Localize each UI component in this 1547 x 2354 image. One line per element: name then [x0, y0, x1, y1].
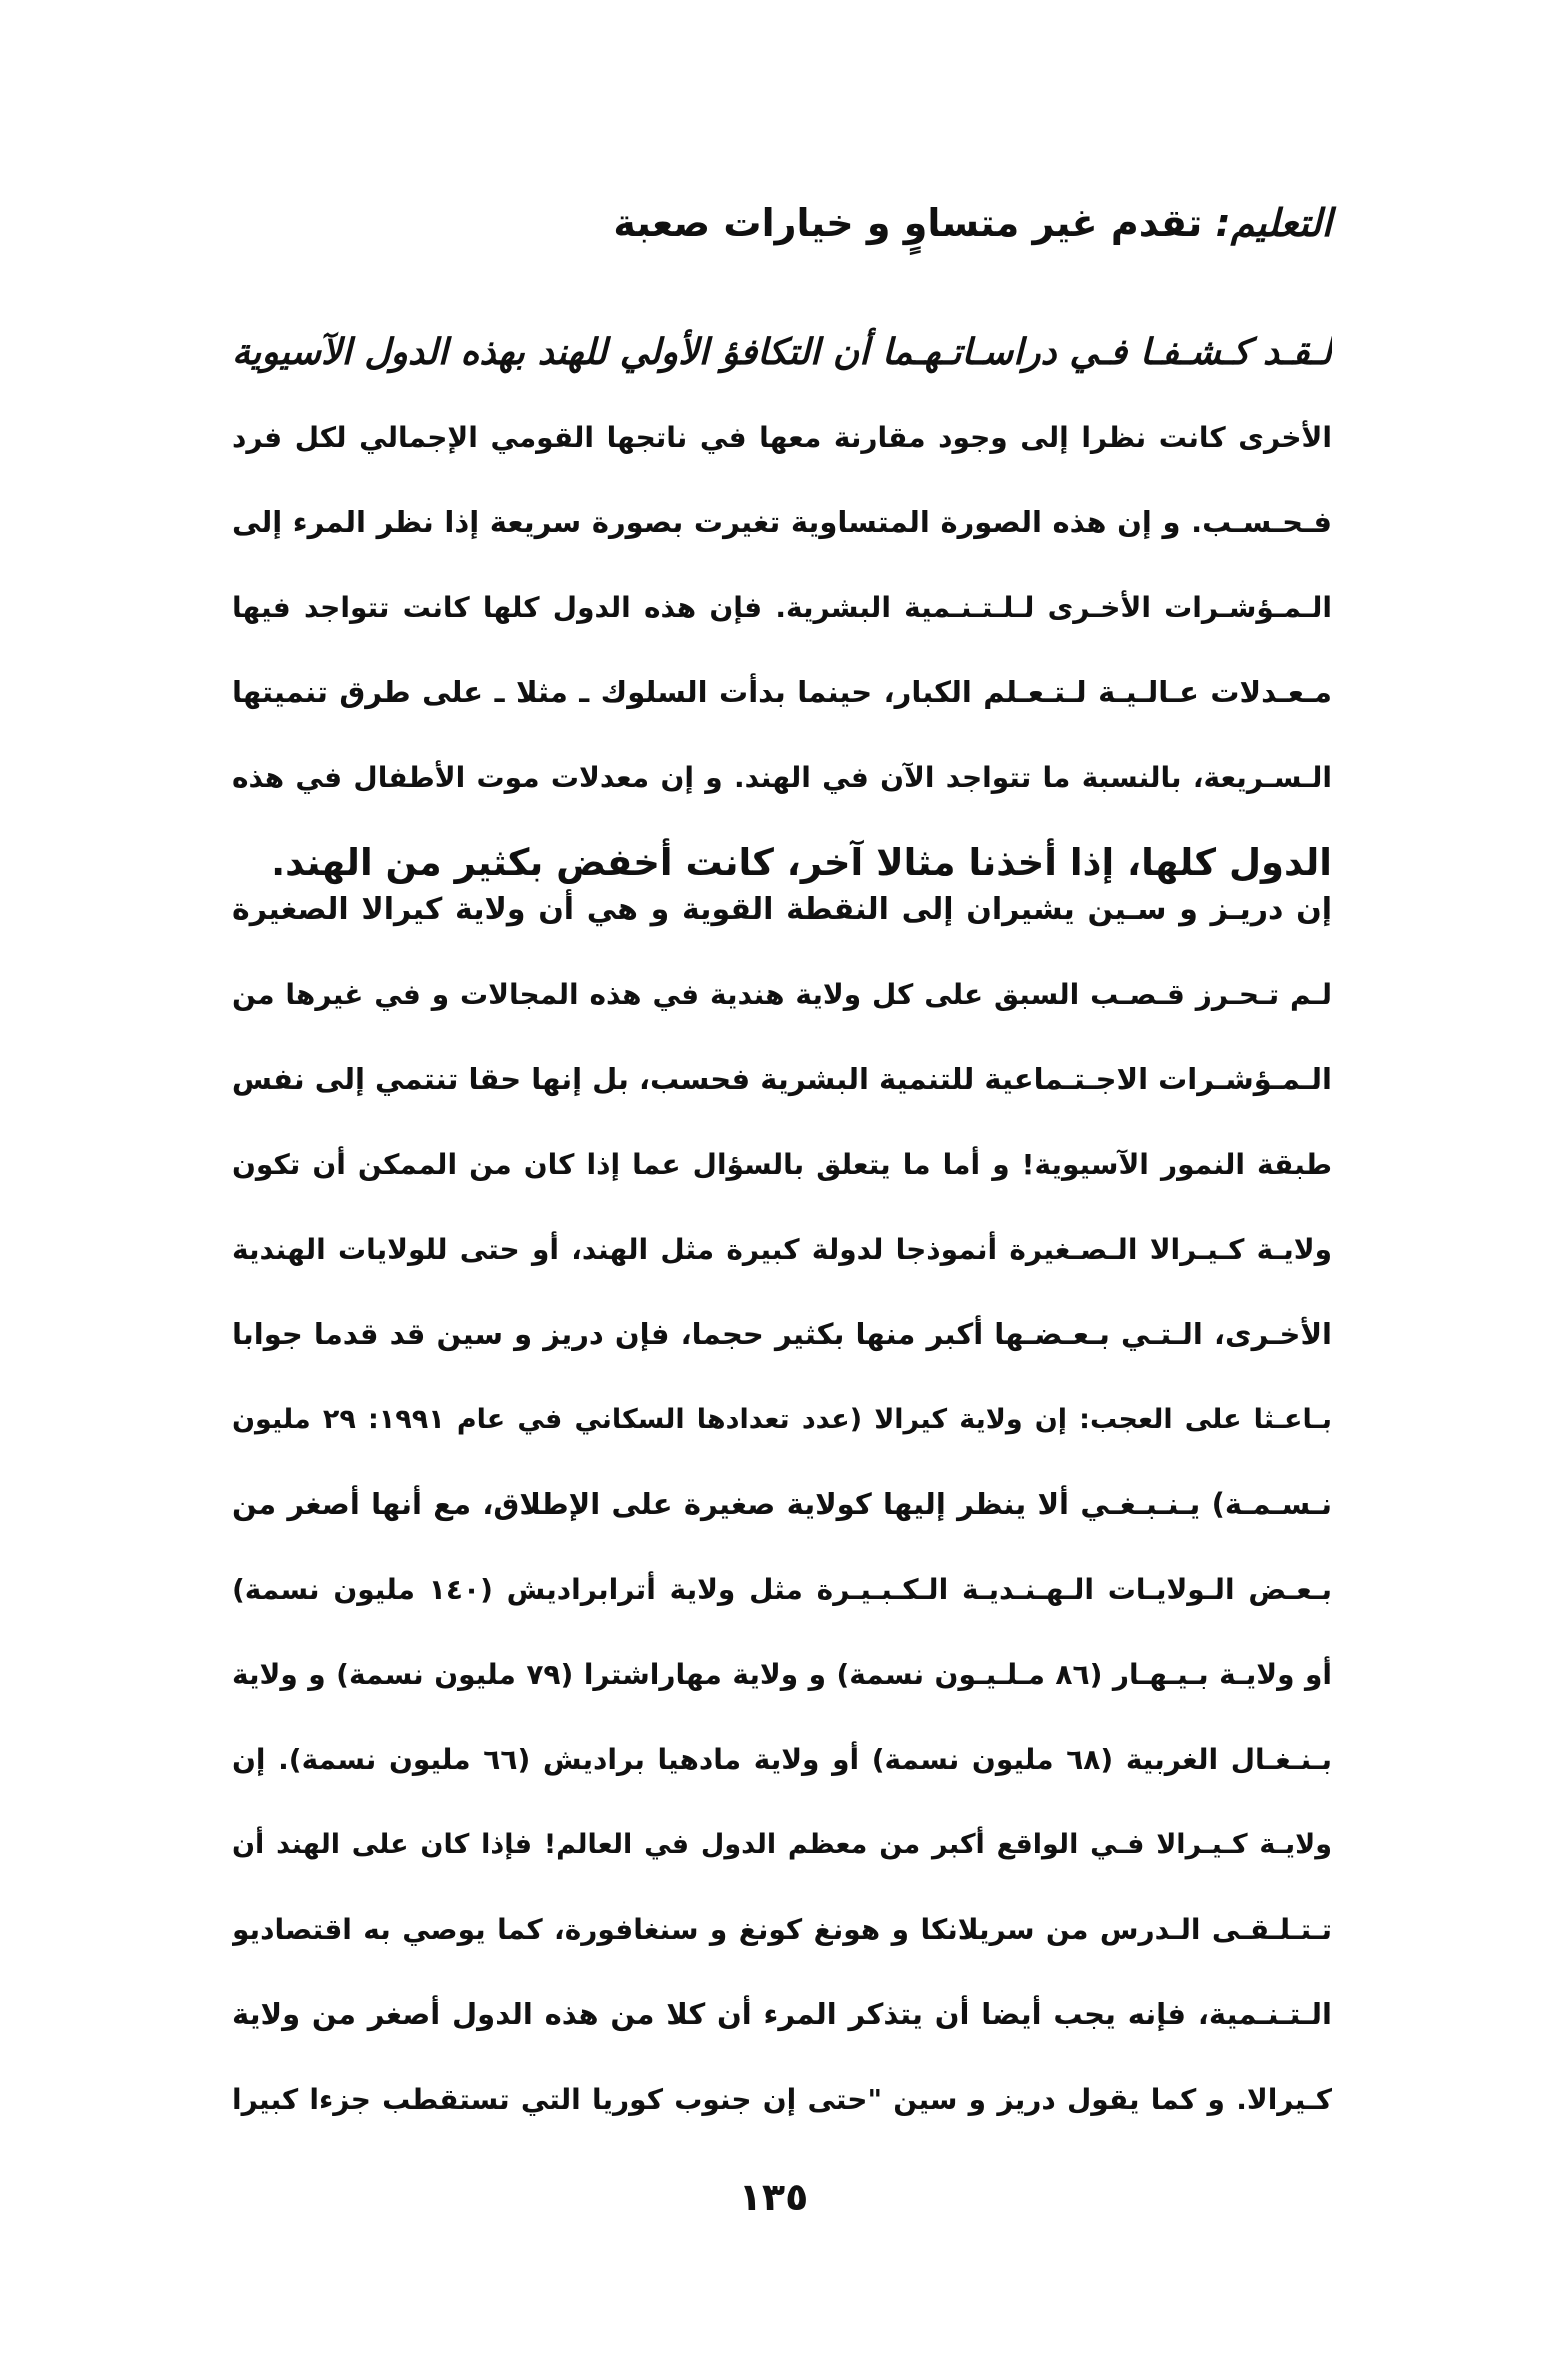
- text-line: أو ولايـة بـيـهـار (٨٦ مـلـيـون نسمة) و ولاية مهاراشترا (٧٩ مليون نسمة) و ولاية: [232, 1658, 1332, 1691]
- text-line: نـسـمـة) يـنـبـغـي ألا ينظر إليها كولاية صغيرة على الإطلاق، مع أنها أصغر من: [232, 1487, 1332, 1521]
- text-line: بـعـض الـولايـات الـهـنـديـة الـكـبـيـرة مثل ولاية أترابراديش (١٤٠ مليون نسمة): [232, 1573, 1332, 1606]
- running-header: [232, 198, 1332, 248]
- text-line: بـاعـثا على العجب: إن ولاية كيرالا (عدد تعدادها السكاني في عام ١٩٩١: ٢٩ مليون: [232, 1404, 1332, 1435]
- text-line: الـتـنـمية، فإنه يجب أيضا أن يتذكر المرء أن كلا من هذه الدول أصغر من ولاية: [232, 1997, 1332, 2031]
- page-number: ١٣٥: [738, 2175, 809, 2219]
- text-line: طبقة النمور الآسيوية! و أما ما يتعلق بالسؤال عما إذا كان من الممكن أن تكون: [232, 1148, 1332, 1181]
- text-line: كـيرالا. و كما يقول دريز و سين "حتى إن جنوب كوريا التي تستقطب جزءا كبيرا: [232, 2083, 1332, 2116]
- text-line: فـحـسـب. و إن هذه الصورة المتساوية تغيرت بصورة سريعة إذا نظر المرء إلى: [232, 505, 1332, 539]
- text-line: الأخرى كانت نظرا إلى وجود مقارنة معها في ناتجها القومي الإجمالي لكل فرد: [232, 421, 1332, 454]
- text-line: الـمـؤشـرات الأخـرى لـلـتـنـمية البشرية. فإن هذه الدول كلها كانت تتواجد فيها: [232, 591, 1332, 624]
- text-line: إن دريـز و سـين يشيران إلى النقطة القوية و هي أن ولاية كيرالا الصغيرة: [232, 892, 1332, 927]
- text-line: تـتـلـقـى الـدرس من سريلانكا و هونغ كونغ و سنغافورة، كما يوصي به اقتصاديو: [232, 1913, 1332, 1946]
- header-section-label: التعليم:: [1215, 201, 1332, 245]
- text-line: مـعـدلات عـالـيـة لـتـعـلم الكبار، حينما بدأت السلوك ـ مثلا ـ على طرق تنميتها: [232, 675, 1332, 709]
- paragraph-1: [232, 310, 1332, 905]
- paragraph-2: [232, 867, 1332, 2142]
- header-chapter-title: تقدم غير متساوٍ و خيارات صعبة: [613, 201, 1216, 245]
- text-line: لـقـد كـشـفـا فـي دراسـاتـهـما أن التكافؤ الأولي للهند بهذه الدول الآسيوية: [232, 332, 1332, 373]
- text-line: بـنـغـال الغربية (٦٨ مليون نسمة) أو ولاية مادهيا براديش (٦٦ مليون نسمة). إن: [232, 1743, 1332, 1776]
- text-line: لـم تـحـرز قـصـب السبق على كل ولاية هندية في هذه المجالات و في غيرها من: [232, 978, 1332, 1011]
- text-line: الـمـؤشـرات الاجـتـماعية للتنمية البشرية فحسب، بل إنها حقا تنتمي إلى نفس: [232, 1062, 1332, 1096]
- text-line: ولايـة كـيـرالا فـي الواقع أكبر من معظم الدول في العالم! فإذا كان على الهند أن: [232, 1829, 1332, 1860]
- text-line: ولايـة كـيـرالا الـصـغيرة أنموذجا لدولة كبيرة مثل الهند، أو حتى للولايات الهندية: [232, 1233, 1332, 1266]
- text-line: الأخـرى، الـتـي بـعـضـها أكبر منها بكثير حجما، فإن دريز و سين قد قدما جوابا: [232, 1317, 1332, 1351]
- text-line: الدول كلها، إذا أخذنا مثالا آخر، كانت أخفض بكثير من الهند.: [271, 841, 1332, 884]
- text-line: الـسـريعة، بالنسبة ما تتواجد الآن في الهند. و إن معدلات موت الأطفال في هذه: [232, 761, 1332, 794]
